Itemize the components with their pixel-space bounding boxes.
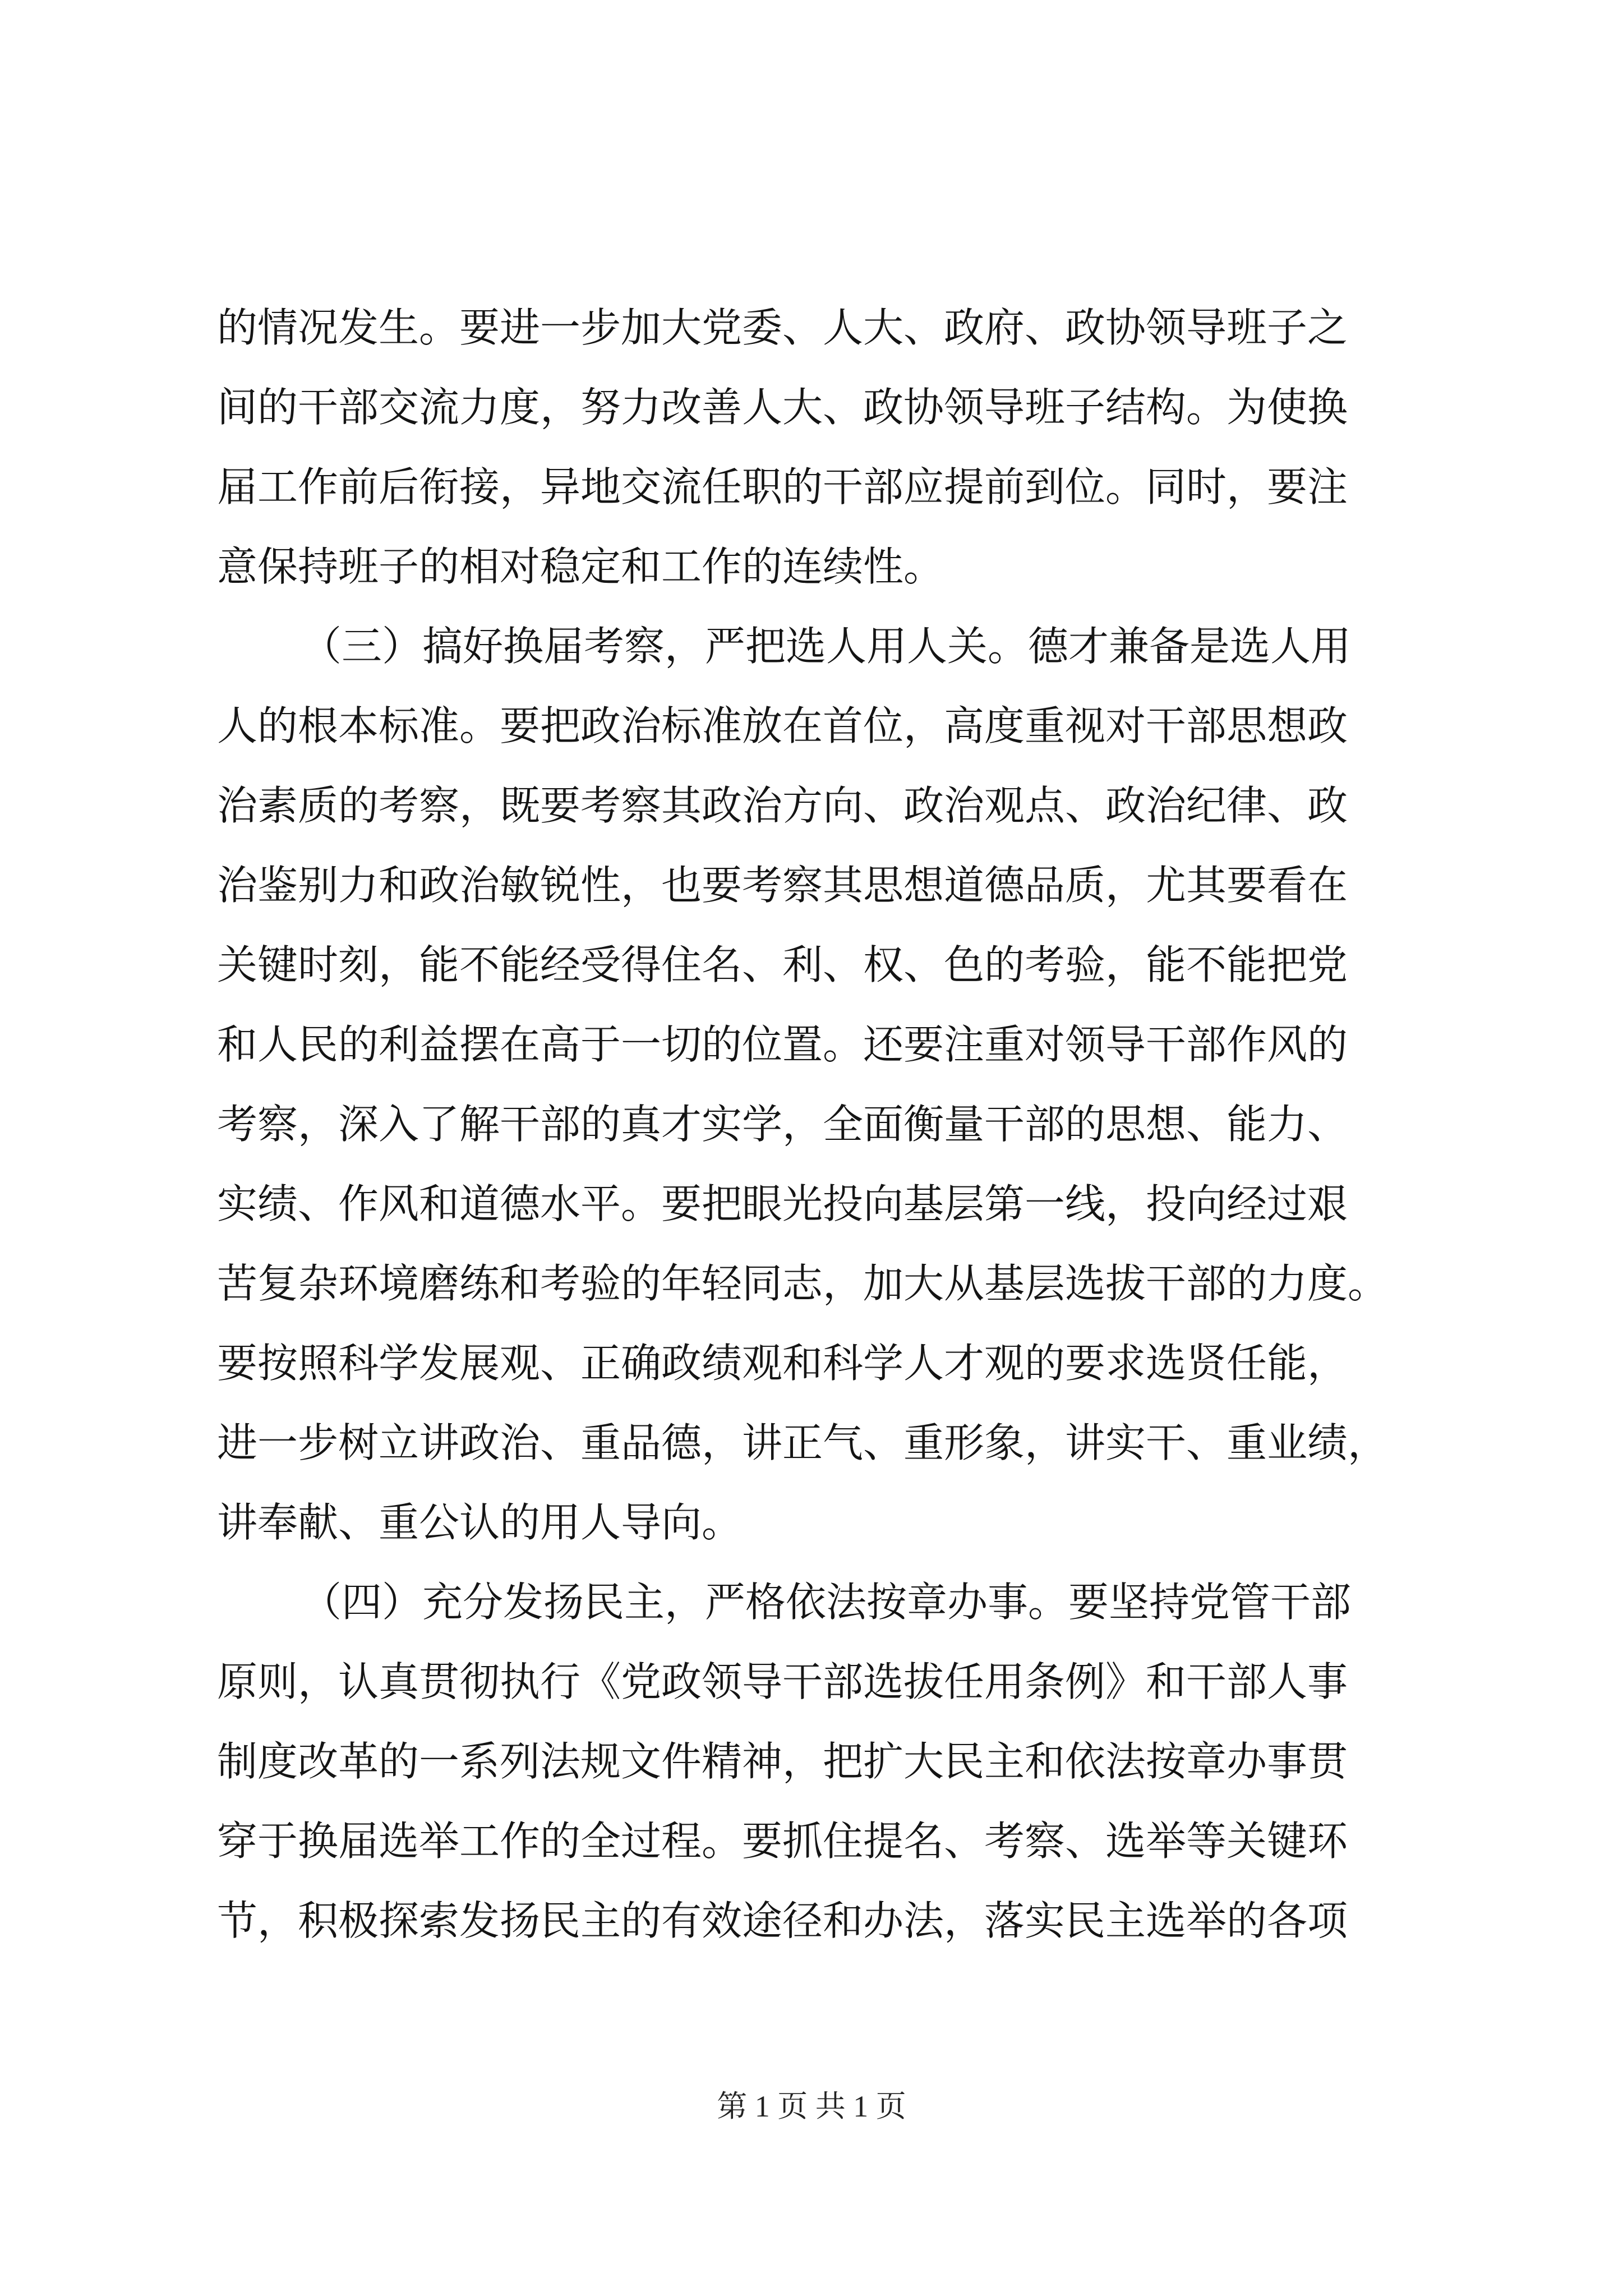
paragraph-heading-line: （四）充分发扬民主，严格依法按章办事。要坚持党管干部	[301, 1579, 1352, 1626]
body-text-line: 制度改革的一系列法规文件精神，把扩大民主和依法按章办事贯	[217, 1738, 1348, 1785]
page-number-footer: 第 1 页 共 1 页	[717, 2090, 906, 2123]
body-text-line: 讲奉献、重公认的用人导向。	[217, 1499, 743, 1546]
body-text-line: 届工作前后衔接，异地交流任职的干部应提前到位。同时，要注	[217, 463, 1348, 510]
body-text-line: 考察，深入了解干部的真才实学，全面衡量干部的思想、能力、	[217, 1101, 1348, 1148]
paragraph-heading-line: （三）搞好换届考察，严把选人用人关。德才兼备是选人用	[301, 623, 1352, 670]
body-text-line: 实绩、作风和道德水平。要把眼光投向基层第一线，投向经过艰	[217, 1180, 1348, 1227]
body-text-line: 的情况发生。要进一步加大党委、人大、政府、政协领导班子之	[217, 304, 1348, 351]
body-text-line: 和人民的利益摆在高于一切的位置。还要注重对领导干部作风的	[217, 1021, 1348, 1068]
body-text-line: 苦复杂环境磨练和考验的年轻同志，加大从基层选拔干部的力度。	[217, 1260, 1389, 1307]
body-text-line: 间的干部交流力度，努力改善人大、政协领导班子结构。为使换	[217, 384, 1348, 431]
body-text-line: 关键时刻，能不能经受得住名、利、权、色的考验，能不能把党	[217, 941, 1348, 988]
body-text-line: 穿于换届选举工作的全过程。要抓住提名、考察、选举等关键环	[217, 1818, 1348, 1865]
body-text-line: 要按照科学发展观、正确政绩观和科学人才观的要求选贤任能，	[217, 1340, 1348, 1387]
body-text-line: 治鉴别力和政治敏锐性，也要考察其思想道德品质，尤其要看在	[217, 862, 1348, 909]
body-text-line: 节，积极探索发扬民主的有效途径和办法，落实民主选举的各项	[217, 1897, 1348, 1944]
body-text-line: 人的根本标准。要把政治标准放在首位，高度重视对干部思想政	[217, 702, 1348, 749]
body-text-line: 进一步树立讲政治、重品德，讲正气、重形象，讲实干、重业绩，	[217, 1419, 1389, 1466]
body-text-line: 意保持班子的相对稳定和工作的连续性。	[217, 543, 944, 590]
body-text-line: 原则，认真贯彻执行《党政领导干部选拔任用条例》和干部人事	[217, 1658, 1348, 1705]
body-text-line: 治素质的考察，既要考察其政治方向、政治观点、政治纪律、政	[217, 782, 1348, 829]
